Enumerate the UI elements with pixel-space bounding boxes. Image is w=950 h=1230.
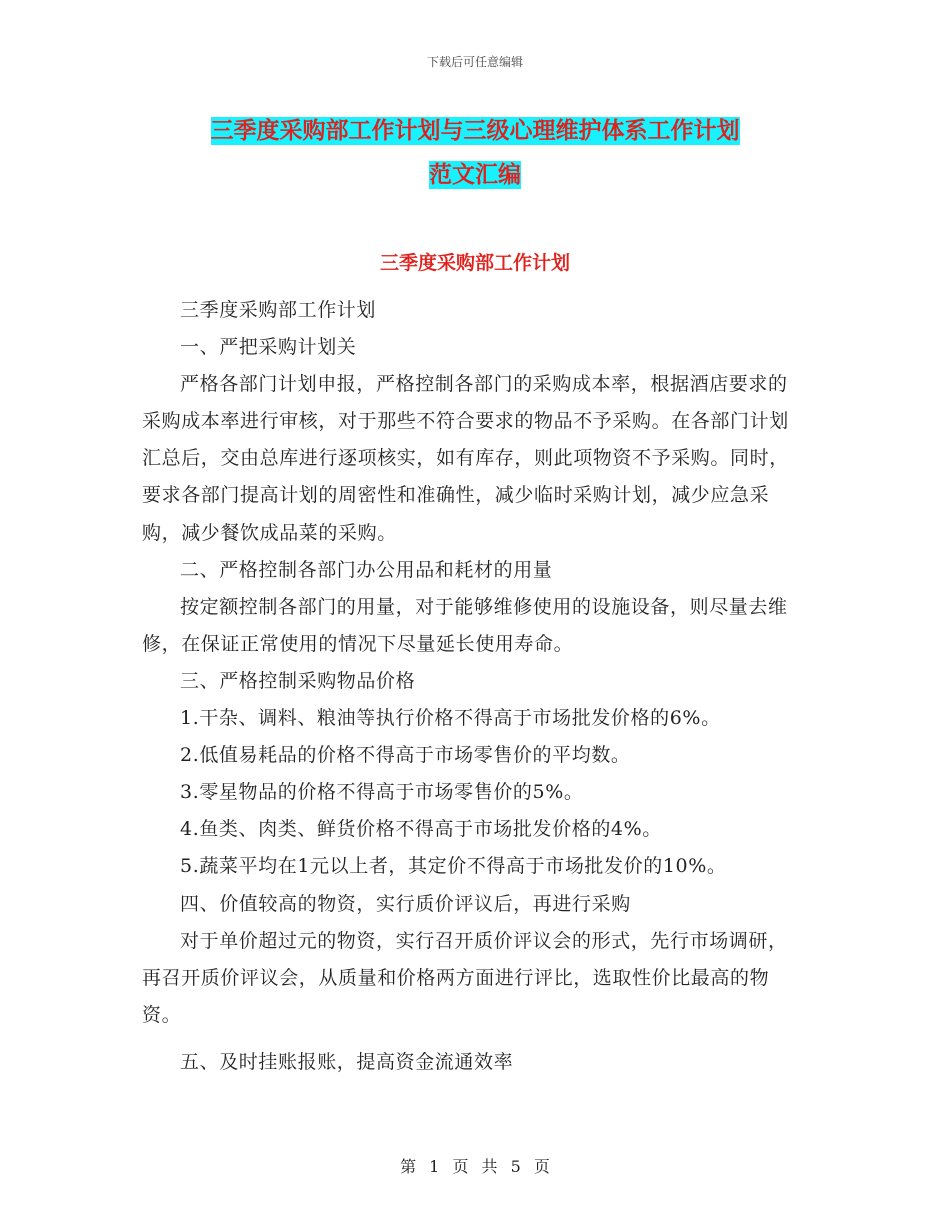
paragraph: 3.零星物品的价格不得高于市场零售价的5%。 [180, 781, 584, 804]
paragraph: 2.低值易耗品的价格不得高于市场零售价的平均数。 [180, 744, 631, 767]
paragraph: 三、严格控制采购物品价格 [180, 669, 416, 692]
page-number-footer: 第 1 页 共 5 页 [400, 1157, 550, 1176]
page-header-note: 下载后可任意编辑 [426, 55, 523, 69]
paragraph: 严格各部门计划申报，严格控制各部门的采购成本率，根据酒店要求的采购成本率进行审核，对于那些不符合要求的物品不予采购。在各部门计划汇总后，交由总库进行逐项核实，如有库存，则此项物资不予采购。同时，要求各部门提高计划的周密性和准确性，减少临时采购计划，减少应急采购，减少餐饮成品菜的采购。 [142, 373, 789, 544]
document-body [142, 292, 802, 1081]
paragraph: 对于单价超过元的物资，实行召开质价评议会的形式，先行市场调研，再召开质价评议会，从质量和价格两方面进行评比，选取性价比最高的物资。 [142, 929, 788, 1026]
paragraph: 1.干杂、调料、粮油等执行价格不得高于市场批发价格的6%。 [180, 707, 721, 730]
paragraph: 4.鱼类、肉类、鲜货价格不得高于市场批发价格的4%。 [180, 818, 662, 841]
paragraph: 5.蔬菜平均在1元以上者，其定价不得高于市场批发价的10%。 [180, 855, 727, 878]
document-title-line-1 [0, 112, 950, 145]
document-title-line-2-text: 范文汇编 [429, 162, 521, 188]
paragraph: 按定额控制各部门的用量，对于能够维修使用的设施设备，则尽量去维修，在保证正常使用的情况下尽量延长使用寿命。 [142, 595, 788, 655]
paragraph: 四、价值较高的物资，实行质价评议后，再进行采购 [180, 892, 631, 915]
paragraph: 一、严把采购计划关 [180, 336, 357, 359]
document-title-line-1-text: 三季度采购部工作计划与三级心理维护体系工作计划 [210, 118, 740, 144]
paragraph: 二、严格控制各部门办公用品和耗材的用量 [180, 558, 553, 581]
document-title-line-2 [0, 156, 950, 189]
paragraph: 五、及时挂账报账，提高资金流通效率 [180, 1050, 514, 1073]
section-title: 三季度采购部工作计划 [379, 252, 570, 274]
paragraph: 三季度采购部工作计划 [180, 299, 377, 321]
